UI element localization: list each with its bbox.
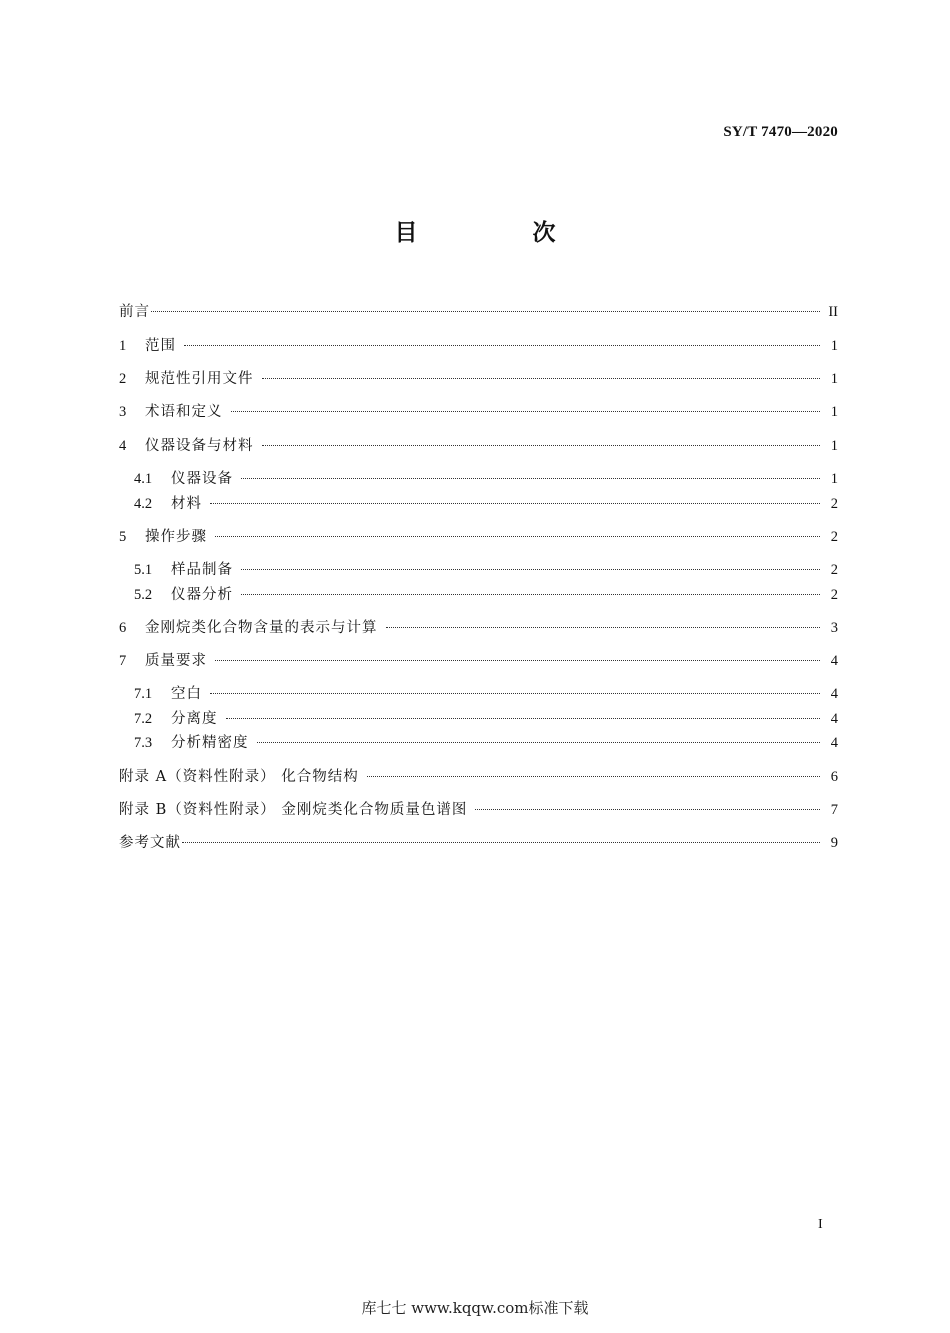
toc-leader <box>257 742 821 743</box>
toc-leader <box>226 718 821 719</box>
toc-entry-2[interactable] <box>119 367 838 391</box>
toc-entry-text: 操作步骤 <box>145 529 207 545</box>
toc-page-number: 1 <box>830 338 838 354</box>
toc-leader <box>182 842 820 843</box>
toc-page-number: 4 <box>830 735 838 751</box>
toc-entry-text: 术语和定义 <box>145 404 223 420</box>
toc-leader <box>151 311 820 312</box>
toc-entry-text: 仪器分析 <box>171 587 233 603</box>
toc-page-number: 2 <box>830 562 838 578</box>
toc-entry-text: 材料 <box>171 496 202 512</box>
toc-page-number: 1 <box>830 471 838 487</box>
toc-entry-text: 仪器设备 <box>171 471 233 487</box>
toc-page-number: 4 <box>830 686 838 702</box>
toc-page-number: 4 <box>830 711 838 727</box>
page-title: 目 次 <box>394 220 602 246</box>
toc-page-number: 4 <box>830 653 838 669</box>
toc-entry-number: 6 <box>119 620 127 636</box>
toc-entry-4-1[interactable] <box>134 467 838 491</box>
toc-entry-number: 5.2 <box>134 587 153 603</box>
toc-page-number: II <box>828 304 838 320</box>
toc-entry-text: 质量要求 <box>145 653 207 669</box>
toc-entry-text: 分析精密度 <box>171 735 249 751</box>
toc-entry-text: 附录 B（资料性附录） 金刚烷类化合物质量色谱图 <box>119 802 468 818</box>
toc-entry-7-2[interactable] <box>134 707 838 731</box>
toc-entry-text: 范围 <box>145 338 176 354</box>
toc-page-number: 2 <box>830 587 838 603</box>
toc-entry-number: 5.1 <box>134 562 153 578</box>
toc-entry-text: 附录 A（资料性附录） 化合物结构 <box>119 769 359 785</box>
toc-entry-appendix-a[interactable] <box>119 765 838 789</box>
toc-page-number: 1 <box>830 371 838 387</box>
toc-entry-7-1[interactable] <box>134 682 838 706</box>
toc-entry-1[interactable] <box>119 334 838 358</box>
toc-page-number: 9 <box>830 835 838 851</box>
toc-entry-number: 4.2 <box>134 496 153 512</box>
toc-entry-number: 2 <box>119 371 127 387</box>
toc-entry-text: 金刚烷类化合物含量的表示与计算 <box>145 620 378 636</box>
toc-page-number: 1 <box>830 438 838 454</box>
toc-leader <box>231 411 821 412</box>
toc-leader <box>262 378 821 379</box>
toc-entry-number: 4 <box>119 438 127 454</box>
toc-leader <box>241 594 820 595</box>
toc-page-number: 2 <box>830 496 838 512</box>
toc-leader <box>215 660 820 661</box>
toc-entry-5-1[interactable] <box>134 558 838 582</box>
toc-entry-5[interactable] <box>119 525 838 549</box>
toc-page-number: 7 <box>830 802 838 818</box>
toc-page-number: 2 <box>830 529 838 545</box>
footer-watermark-text: 库七七 www.kqqw.com标准下载 <box>361 1299 589 1317</box>
toc-entry-7[interactable] <box>119 649 838 673</box>
toc-entry-number: 1 <box>119 338 127 354</box>
toc-entry-text: 参考文献 <box>119 835 181 851</box>
toc-entry-4[interactable] <box>119 434 838 458</box>
toc-entry-number: 3 <box>119 404 127 420</box>
toc-entry-text: 样品制备 <box>171 562 233 578</box>
toc-page-number: 3 <box>830 620 838 636</box>
toc-entry-foreword[interactable] <box>119 300 838 324</box>
toc-entry-number: 7.1 <box>134 686 153 702</box>
toc-entry-number: 4.1 <box>134 471 153 487</box>
toc-leader <box>475 809 820 810</box>
toc-entry-number: 5 <box>119 529 127 545</box>
standard-code: SY/T 7470—2020 <box>723 124 838 140</box>
toc-page-number: 1 <box>830 404 838 420</box>
toc-entry-references[interactable] <box>119 831 838 855</box>
toc-leader <box>367 776 820 777</box>
toc-leader <box>241 569 820 570</box>
toc-leader <box>215 536 820 537</box>
toc-entry-appendix-b[interactable] <box>119 798 838 822</box>
toc-entry-6[interactable] <box>119 616 838 640</box>
toc-entry-text: 分离度 <box>171 711 218 727</box>
toc-leader <box>210 503 820 504</box>
toc-entry-text: 空白 <box>171 686 202 702</box>
toc-entry-text: 规范性引用文件 <box>145 371 254 387</box>
toc-entry-7-3[interactable] <box>134 731 838 755</box>
toc-entry-4-2[interactable] <box>134 492 838 516</box>
page-number: I <box>818 1217 823 1232</box>
toc-leader <box>184 345 820 346</box>
toc-leader <box>386 627 821 628</box>
toc-entry-number: 7 <box>119 653 127 669</box>
toc-entry-number: 7.3 <box>134 735 153 751</box>
toc-entry-5-2[interactable] <box>134 583 838 607</box>
toc-leader <box>241 478 820 479</box>
toc-leader <box>210 693 820 694</box>
toc-entry-text: 仪器设备与材料 <box>145 438 254 454</box>
toc-entry-text: 前言 <box>119 304 150 320</box>
toc-page-number: 6 <box>830 769 838 785</box>
toc-entry-number: 7.2 <box>134 711 153 727</box>
toc-entry-3[interactable] <box>119 400 838 424</box>
toc-leader <box>262 445 821 446</box>
